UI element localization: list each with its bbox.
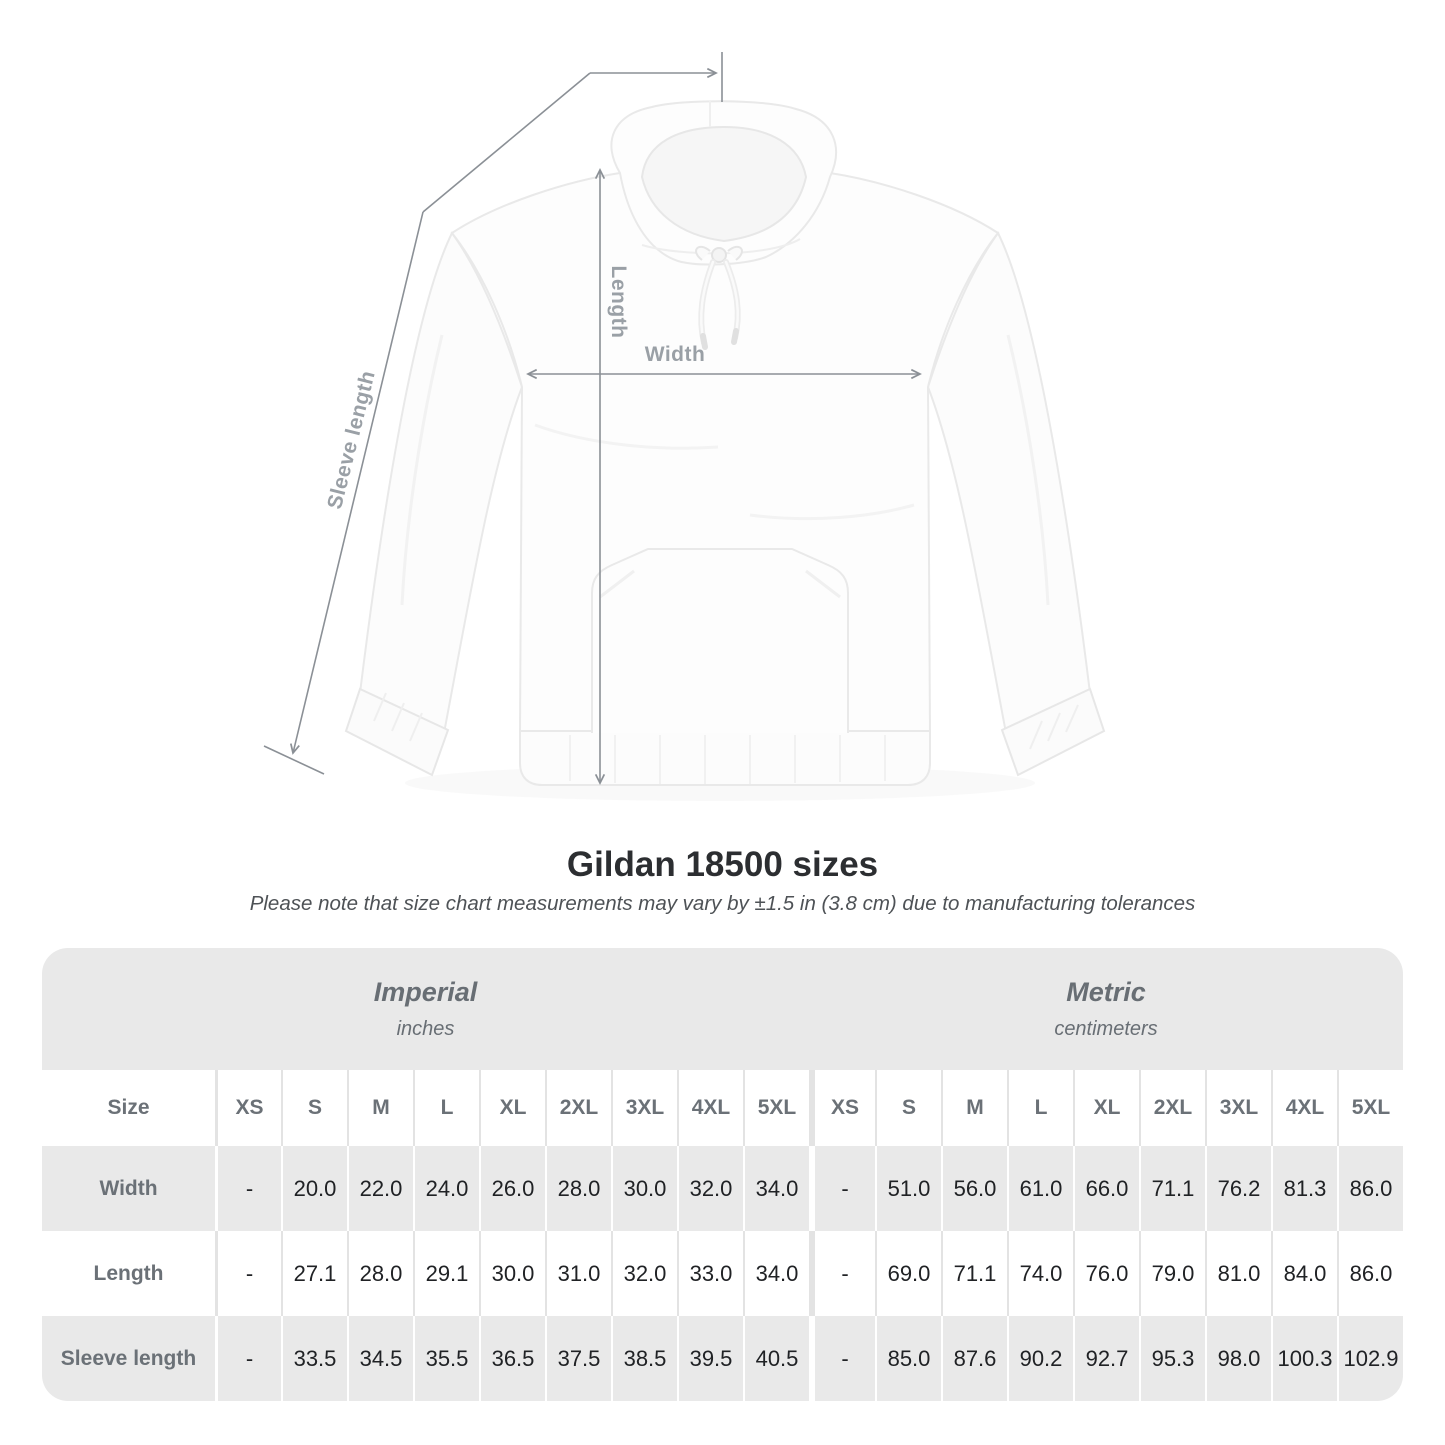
value-cell-imperial: - [215,1146,281,1231]
value-cell-imperial: 40.5 [743,1316,809,1401]
size-header-metric-M: M [941,1070,1007,1146]
size-header-metric-XL: XL [1073,1070,1139,1146]
imperial-header [42,948,809,1070]
row-label-cell: Width [42,1146,215,1231]
value-cell-imperial: - [215,1231,281,1316]
value-cell-imperial: 38.5 [611,1316,677,1401]
value-cell-imperial: 24.0 [413,1146,479,1231]
length-label: Length [607,265,630,339]
value-cell-metric: 81.3 [1271,1146,1337,1231]
value-cell-imperial: 30.0 [479,1231,545,1316]
value-cell-imperial: 34.0 [743,1146,809,1231]
value-cell-metric: 95.3 [1139,1316,1205,1401]
size-table [42,948,1403,1401]
value-cell-metric: - [809,1231,875,1316]
value-cell-imperial: 26.0 [479,1146,545,1231]
value-cell-imperial: 36.5 [479,1316,545,1401]
size-grid [42,948,1403,1401]
row-label-cell: Sleeve length [42,1316,215,1401]
value-cell-imperial: 32.0 [611,1231,677,1316]
value-cell-imperial: 20.0 [281,1146,347,1231]
size-corner-cell: Size [42,1070,215,1146]
value-cell-metric: 92.7 [1073,1316,1139,1401]
value-cell-metric: 51.0 [875,1146,941,1231]
value-cell-imperial: 27.1 [281,1231,347,1316]
value-cell-metric: 71.1 [1139,1146,1205,1231]
value-cell-imperial: 34.0 [743,1231,809,1316]
row-label-cell: Length [42,1231,215,1316]
hoodie-right-sleeve [928,233,1104,775]
value-cell-metric: 90.2 [1007,1316,1073,1401]
value-cell-metric: 76.2 [1205,1146,1271,1231]
size-header-imperial-L: L [413,1070,479,1146]
value-cell-metric: 69.0 [875,1231,941,1316]
size-header-metric-5XL: 5XL [1337,1070,1403,1146]
value-cell-metric: 86.0 [1337,1231,1403,1316]
value-cell-metric: 79.0 [1139,1231,1205,1316]
value-cell-imperial: 33.0 [677,1231,743,1316]
value-cell-metric: 87.6 [941,1316,1007,1401]
value-cell-imperial: 28.0 [545,1146,611,1231]
value-cell-metric: 84.0 [1271,1231,1337,1316]
value-cell-metric: 61.0 [1007,1146,1073,1231]
size-header-metric-XS: XS [809,1070,875,1146]
size-header-metric-L: L [1007,1070,1073,1146]
value-cell-metric: 86.0 [1337,1146,1403,1231]
size-header-imperial-3XL: 3XL [611,1070,677,1146]
metric-header-unit: centimeters [1054,1018,1158,1040]
value-cell-metric: 74.0 [1007,1231,1073,1316]
value-cell-metric: 100.3 [1271,1316,1337,1401]
value-cell-metric: 71.1 [941,1231,1007,1316]
width-label: Width [644,343,706,366]
value-cell-imperial: 34.5 [347,1316,413,1401]
value-cell-imperial: 32.0 [677,1146,743,1231]
size-header-imperial-S: S [281,1070,347,1146]
imperial-header-title: Imperial [373,977,478,1007]
value-cell-metric: 66.0 [1073,1146,1139,1231]
value-cell-imperial: 31.0 [545,1231,611,1316]
value-cell-imperial: 22.0 [347,1146,413,1231]
page-title: Gildan 18500 sizes [566,845,879,884]
size-header-imperial-2XL: 2XL [545,1070,611,1146]
value-cell-imperial: 28.0 [347,1231,413,1316]
size-header-metric-3XL: 3XL [1205,1070,1271,1146]
size-header-metric-2XL: 2XL [1139,1070,1205,1146]
value-cell-metric: 56.0 [941,1146,1007,1231]
size-header-metric-S: S [875,1070,941,1146]
tolerance-note: Please note that size chart measurements may vary by ±1.5 in (3.8 cm) due to manufacturing tolerances [249,892,1196,915]
value-cell-imperial: 37.5 [545,1316,611,1401]
metric-header [809,948,1403,1070]
value-cell-imperial: 39.5 [677,1316,743,1401]
value-cell-metric: 98.0 [1205,1316,1271,1401]
value-cell-metric: 81.0 [1205,1231,1271,1316]
value-cell-imperial: 30.0 [611,1146,677,1231]
size-header-metric-4XL: 4XL [1271,1070,1337,1146]
size-header-imperial-M: M [347,1070,413,1146]
sleeve-length-line [264,52,722,774]
sleeve-length-label: Sleeve length [323,368,380,512]
value-cell-metric: 85.0 [875,1316,941,1401]
imperial-header-unit: inches [396,1018,455,1040]
value-cell-metric: - [809,1146,875,1231]
value-cell-imperial: - [215,1316,281,1401]
value-cell-metric: 102.9 [1337,1316,1403,1401]
size-header-imperial-XS: XS [215,1070,281,1146]
size-header-imperial-XL: XL [479,1070,545,1146]
value-cell-imperial: 35.5 [413,1316,479,1401]
value-cell-metric: 76.0 [1073,1231,1139,1316]
value-cell-imperial: 29.1 [413,1231,479,1316]
size-header-imperial-5XL: 5XL [743,1070,809,1146]
value-cell-metric: - [809,1316,875,1401]
size-header-imperial-4XL: 4XL [677,1070,743,1146]
value-cell-imperial: 33.5 [281,1316,347,1401]
metric-header-title: Metric [1066,977,1146,1007]
